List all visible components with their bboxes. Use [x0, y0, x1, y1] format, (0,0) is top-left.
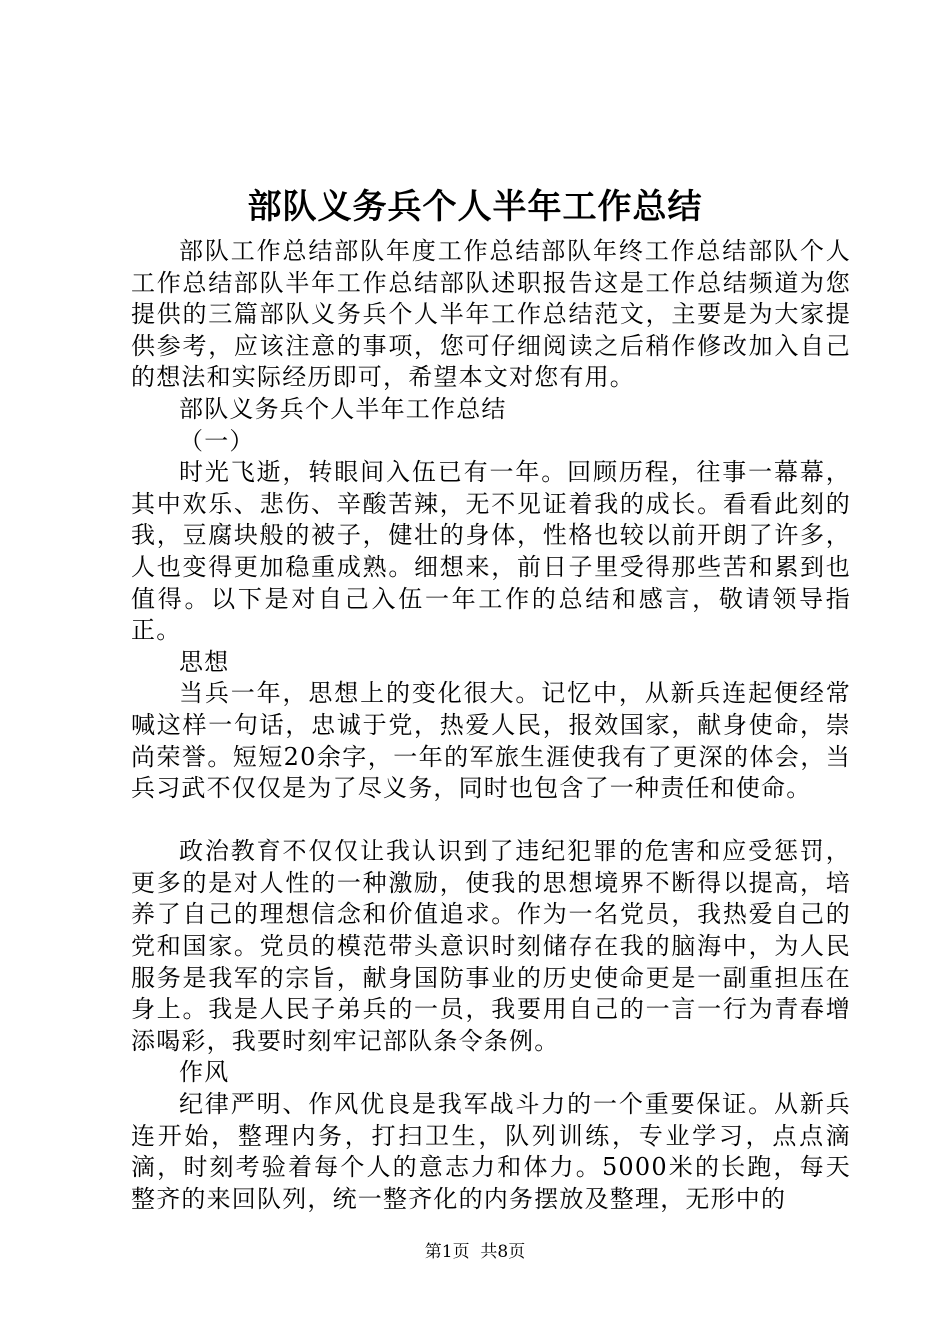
heading-style: 作风 [179, 1058, 230, 1087]
blank-line [131, 805, 851, 837]
page-footer: 第1页 共8页 [424, 1242, 526, 1262]
paragraph-thought: 当兵一年，思想上的变化很大。记忆中，从新兵连起便经常喊这样一句话，忠诚于党，热爱人民，报效国家，献身使命，崇尚荣誉。短短20余字，一年的军旅生涯使我有了更深的体会，当兵习武不仅仅是为了尽义务，同时也包含了一种责任和使命。 [131, 679, 851, 803]
paragraph-opening: 时光飞逝，转眼间入伍已有一年。回顾历程，往事一幕幕，其中欢乐、悲伤、辛酸苦辣，无不见证着我的成长。看看此刻的我，豆腐块般的被子，健壮的身体，性格也较以前开朗了许多，人也变得更加稳重成熟。细想来，前日子里受得那些苦和累到也值得。以下是对自己入伍一年工作的总结和感言，敬请领导指正。 [131, 458, 851, 645]
paragraph-section-number: （一） [179, 426, 255, 455]
document-title: 部队义务兵个人半年工作总结 [247, 187, 703, 227]
paragraph-style: 纪律严明、作风优良是我军战斗力的一个重要保证。从新兵连开始，整理内务，打扫卫生，队列训练，专业学习，点点滴滴，时刻考验着每个人的意志力和体力。5000米的长跑，每天整齐的来回队列，统一整齐化的内务摆放及整理，无形中的 [131, 1090, 851, 1213]
paragraph-intro: 部队工作总结部队年度工作总结部队年终工作总结部队个人工作总结部队半年工作总结部队述职报告这是工作总结频道为您提供的三篇部队义务兵个人半年工作总结范文，主要是为大家提供参考，应该注意的事项，您可仔细阅读之后稍作修改加入自己的想法和实际经历即可，希望本文对您有用。 [131, 237, 851, 392]
paragraph-politics: 政治教育不仅仅让我认识到了违纪犯罪的危害和应受惩罚，更多的是对人性的一种激励，使我的思想境界不断得以提高，培养了自己的理想信念和价值追求。作为一名党员，我热爱自己的党和国家。党员的模范带头意识时刻储存在我的脑海中，为人民服务是我军的宗旨，献身国防事业的历史使命更是一副重担压在身上。我是人民子弟兵的一员，我要用自己的一言一行为青春增添喝彩，我要时刻牢记部队条令条例。 [131, 837, 851, 1055]
heading-thought: 思想 [179, 647, 230, 676]
document-body [131, 236, 851, 1215]
paragraph-subtitle: 部队义务兵个人半年工作总结 [179, 394, 507, 423]
